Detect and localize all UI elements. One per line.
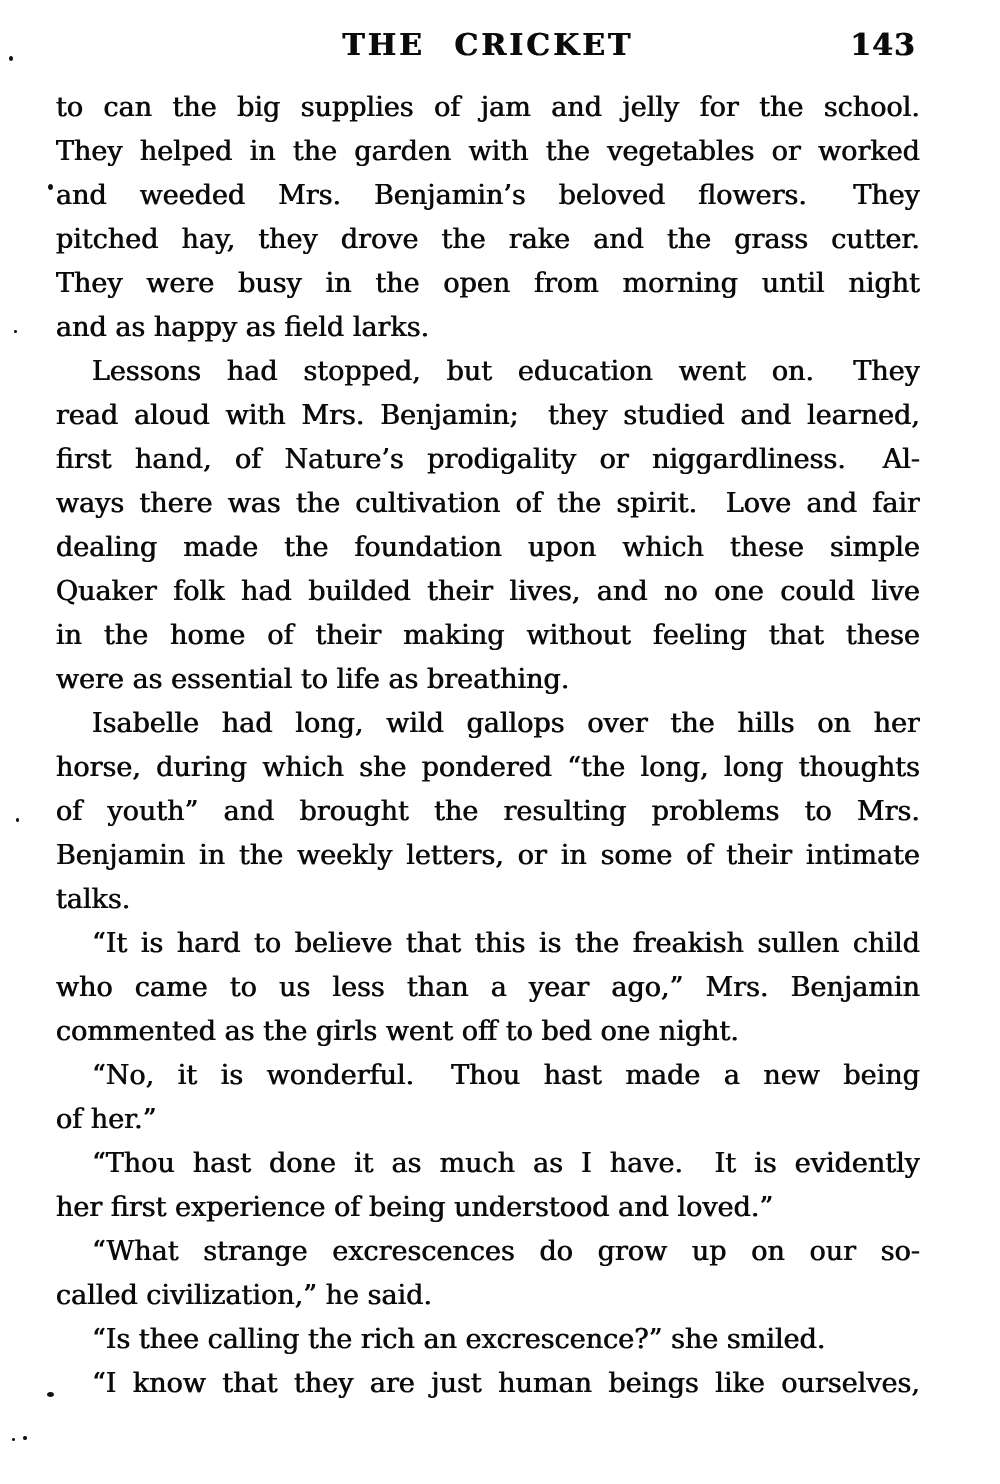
scan-speck — [14, 330, 17, 333]
running-title: THE CRICKET — [342, 28, 634, 63]
paragraph — [56, 1230, 920, 1318]
text-line: of youth” and brought the resulting problems to Mrs. — [56, 796, 920, 827]
text-line: were as essential to life as breathing. — [56, 664, 570, 695]
text-block — [56, 86, 920, 1406]
text-line: Benjamin in the weekly letters, or in some of their intimate — [56, 840, 920, 871]
text-line: “I know that they are just human beings like ourselves, — [92, 1368, 920, 1399]
text-line: in the home of their making without feeling that these — [56, 620, 920, 651]
text-line: “No, it is wonderful. Thou hast made a new being — [92, 1060, 920, 1091]
text-line: who came to us less than a year ago,” Mrs. Benjamin — [56, 972, 920, 1003]
text-line: “Is thee calling the rich an excrescence?” she smiled. — [92, 1324, 826, 1355]
text-line: Lessons had stopped, but education went on. They — [92, 356, 920, 387]
text-line: Isabelle had long, wild gallops over the hills on her — [92, 708, 920, 739]
text-line: first hand, of Nature’s prodigality or niggardliness. Al- — [56, 444, 920, 475]
paragraph — [56, 1054, 920, 1142]
scan-speck — [23, 1436, 27, 1440]
text-line: of her.” — [56, 1104, 157, 1135]
text-line: “Thou hast done it as much as I have. It is evidently — [92, 1148, 920, 1179]
text-line: her first experience of being understood and loved.” — [56, 1192, 774, 1223]
page-header — [56, 28, 920, 68]
paragraph — [56, 1142, 920, 1230]
text-line: “It is hard to believe that this is the freakish sullen child — [92, 928, 920, 959]
text-line: horse, during which she pondered “the long, long thoughts — [56, 752, 920, 783]
text-line: commented as the girls went off to bed one night. — [56, 1016, 739, 1047]
paragraph — [56, 1318, 920, 1362]
scan-speck — [16, 818, 19, 822]
page-number: 143 — [850, 28, 916, 63]
text-line: to can the big supplies of jam and jelly for the school. — [56, 92, 920, 123]
scan-speck — [48, 184, 53, 190]
text-line: and weeded Mrs. Benjamin’s beloved flowers. They — [56, 180, 920, 211]
scan-speck — [12, 1438, 15, 1441]
text-line: ways there was the cultivation of the spirit. Love and fair — [56, 488, 920, 519]
text-line: Quaker folk had builded their lives, and no one could live — [56, 576, 920, 607]
paragraph — [56, 1362, 920, 1406]
paragraph — [56, 702, 920, 922]
paragraph — [56, 350, 920, 702]
text-line: and as happy as field larks. — [56, 312, 430, 343]
text-line: pitched hay, they drove the rake and the grass cutter. — [56, 224, 920, 255]
text-line: dealing made the foundation upon which these simple — [56, 532, 920, 563]
scan-speck — [47, 1392, 54, 1397]
paragraph — [56, 86, 920, 350]
text-line: read aloud with Mrs. Benjamin; they studied and learned, — [56, 400, 920, 431]
text-line: They helped in the garden with the vegetables or worked — [56, 136, 920, 167]
text-line: They were busy in the open from morning until night — [56, 268, 920, 299]
text-line: called civilization,” he said. — [56, 1280, 433, 1311]
text-line: “What strange excrescences do grow up on our so- — [92, 1236, 920, 1267]
text-line: talks. — [56, 884, 131, 915]
paragraph — [56, 922, 920, 1054]
scan-speck — [9, 56, 13, 61]
